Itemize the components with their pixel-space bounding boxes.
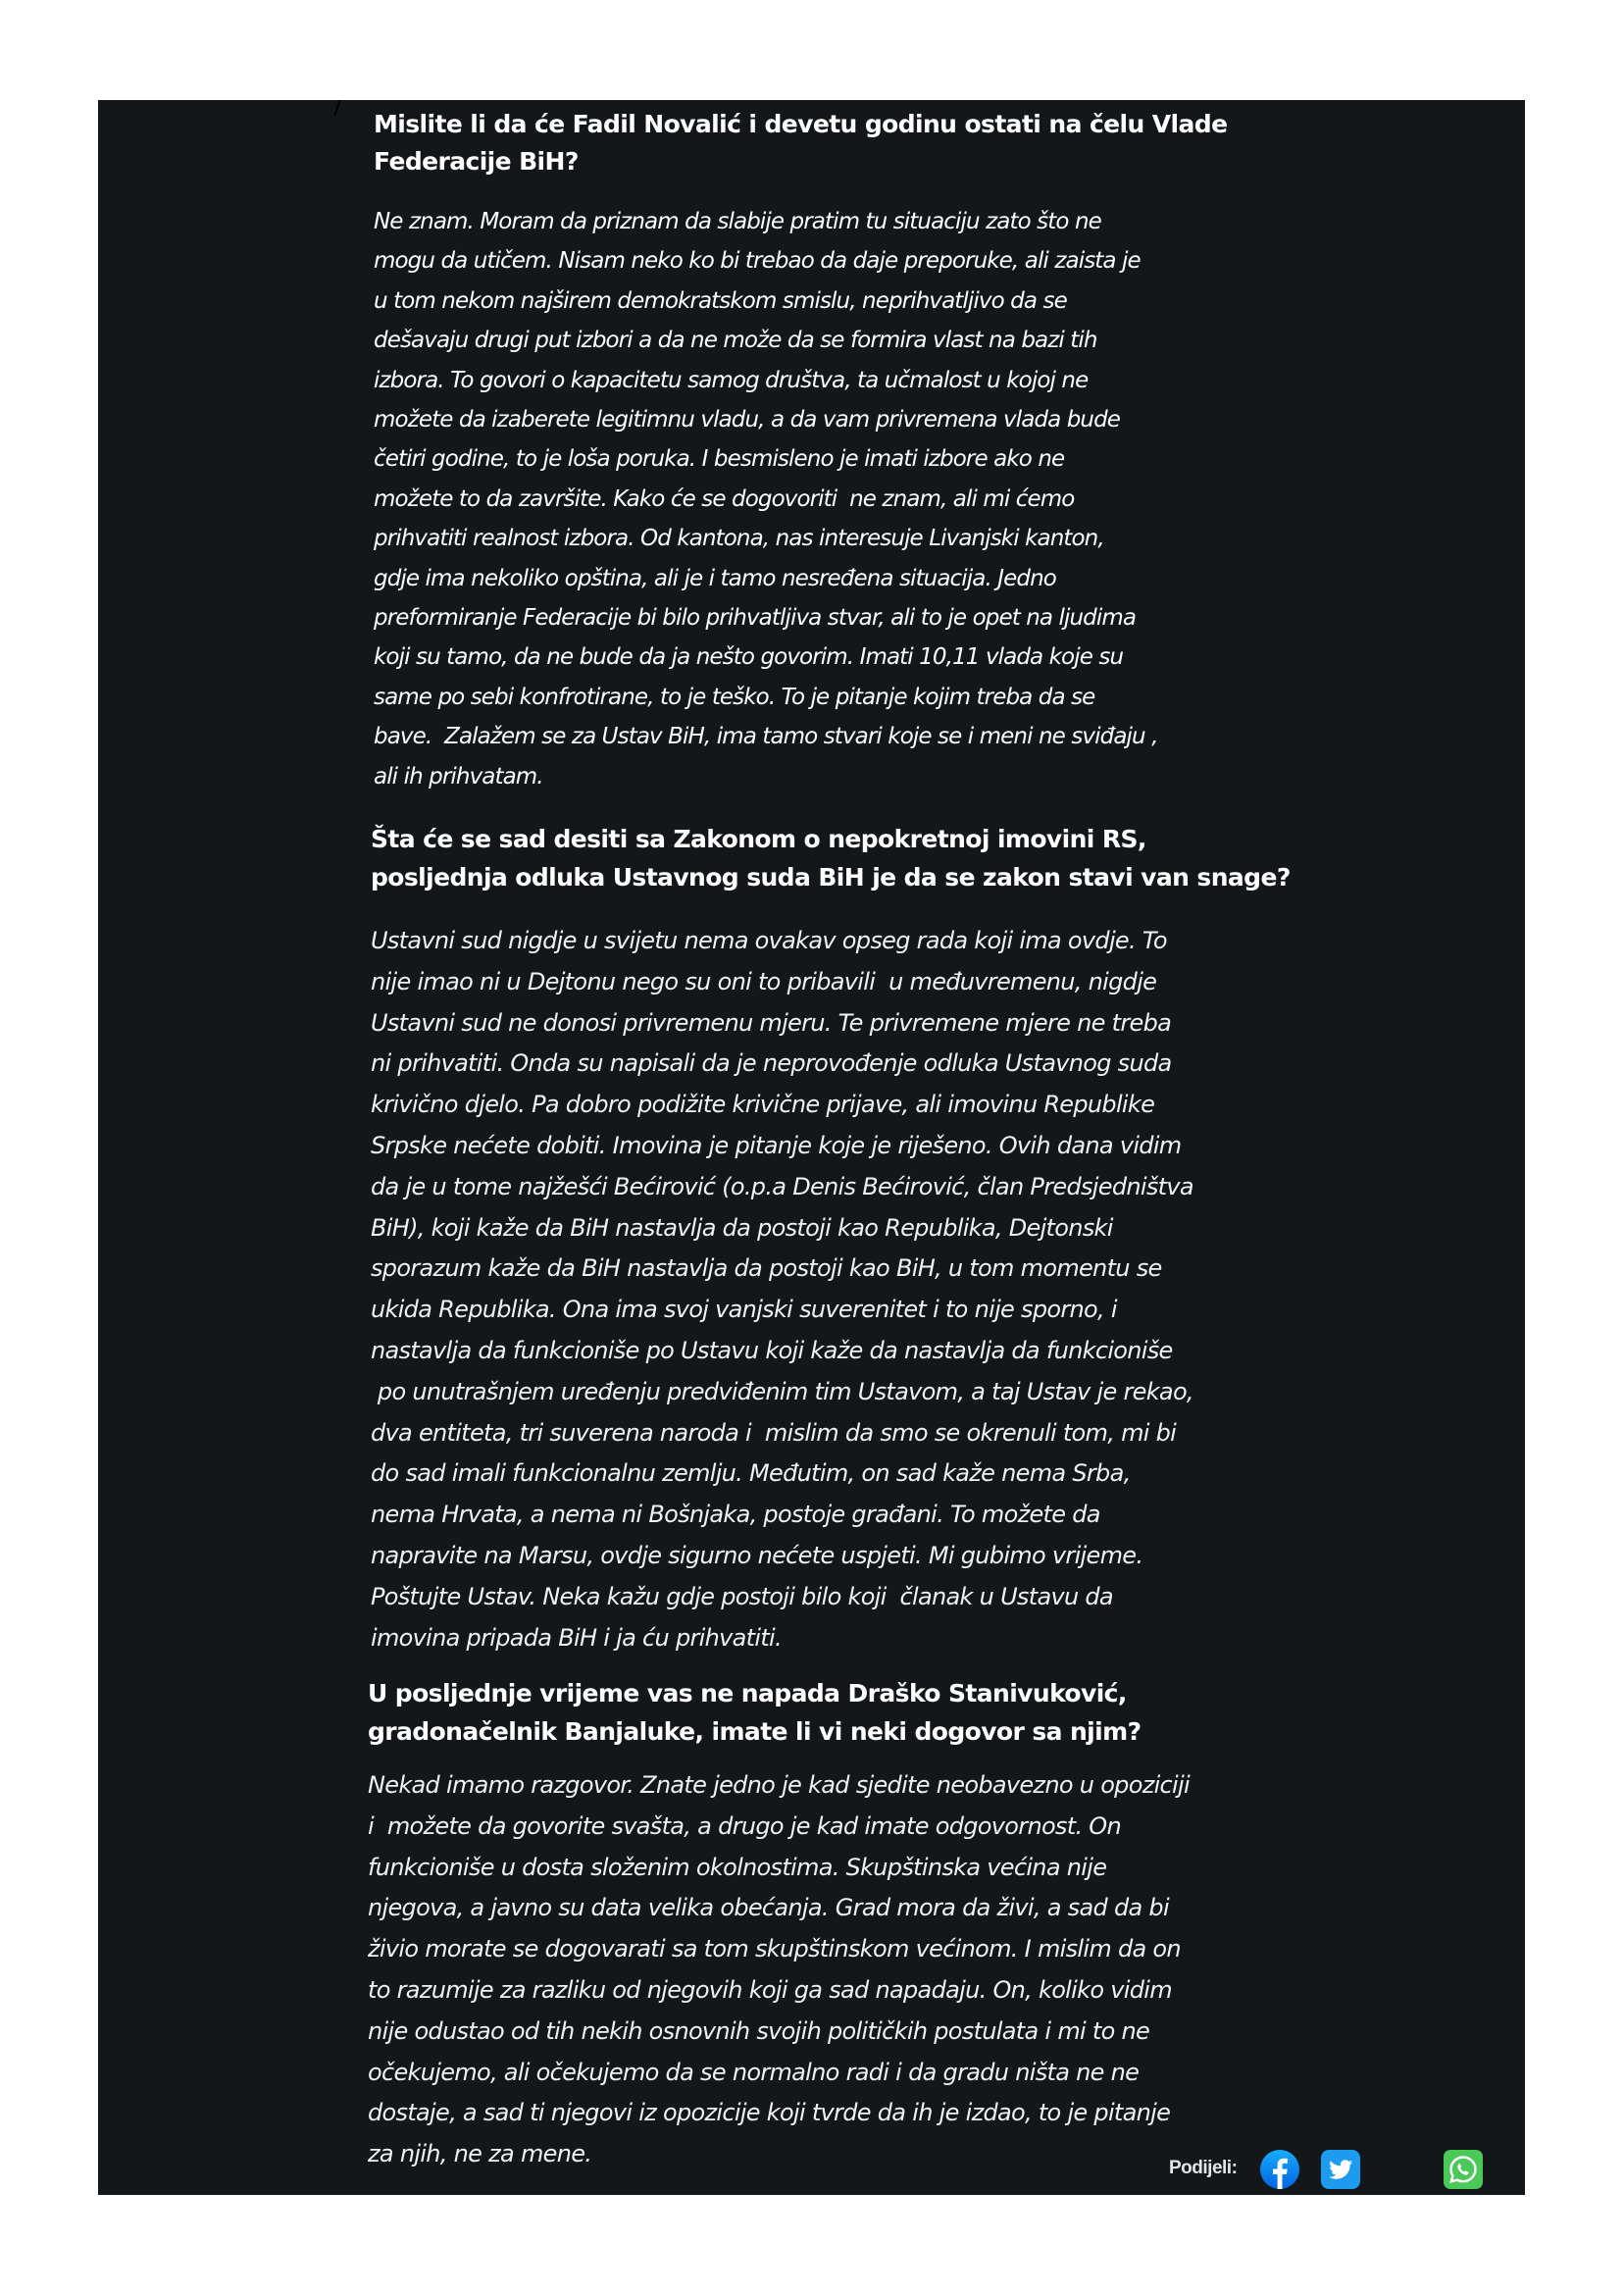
- twitter-share-button[interactable]: [1321, 2150, 1360, 2189]
- answer-text-line: četiri godine, to je loša poruka. I besmisleno je imati izbore ako ne: [374, 446, 1065, 472]
- answer-text-line: bave. Zalažem se za Ustav BiH, ima tamo stvari koje se i meni ne sviđaju ,: [374, 724, 1158, 749]
- twitter-icon: [1321, 2150, 1360, 2189]
- answer-text-line: krivično djelo. Pa dobro podižite krivične prijave, ali imovinu Republike: [371, 1091, 1155, 1118]
- answer-text-line: i možete da govorite svašta, a drugo je kad imate odgovornost. On: [368, 1812, 1122, 1840]
- question-heading-line: Šta će se sad desiti sa Zakonom o nepokretnoj imovini RS,: [371, 825, 1146, 853]
- question-heading-line: Mislite li da će Fadil Novalić i devetu godinu ostati na čelu Vlade: [374, 110, 1228, 138]
- share-label: Podijeli:: [1169, 2158, 1238, 2178]
- answer-text-line: možete to da završite. Kako će se dogovoriti ne znam, ali mi ćemo: [374, 486, 1075, 512]
- answer-text-line: izbora. To govori o kapacitetu samog društva, ta učmalost u kojoj ne: [374, 368, 1089, 393]
- question-heading-line: posljednja odluka Ustavnog suda BiH je da se zakon stavi van snage?: [371, 863, 1291, 892]
- answer-text-line: njegova, a javno su data velika obećanja. Grad mora da živi, a sad da bi: [368, 1894, 1169, 1921]
- answer-text-line: BiH), koji kaže da BiH nastavlja da postoji kao Republika, Dejtonski: [371, 1214, 1113, 1242]
- answer-text-line: preformiranje Federacije bi bilo prihvatljiva stvar, ali to je opet na ljudima: [374, 605, 1137, 631]
- answer-text-line: u tom nekom najširem demokratskom smislu, neprihvatljivo da se: [374, 288, 1067, 314]
- answer-text-line: da je u tome najžešći Bećirović (o.p.a Denis Bećirović, član Predsjedništva: [371, 1173, 1193, 1200]
- answer-text-line: Ustavni sud nigdje u svijetu nema ovakav opseg rada koji ima ovdje. To: [371, 927, 1167, 954]
- facebook-share-button[interactable]: [1260, 2150, 1299, 2189]
- question-heading-line: Federacije BiH?: [374, 147, 579, 176]
- answer-text-line: funkcioniše u dosta složenim okolnostima. Skupštinska većina nije: [368, 1854, 1107, 1881]
- answer-text-line: nastavlja da funkcioniše po Ustavu koji kaže da nastavlja da funkcioniše: [371, 1337, 1173, 1364]
- answer-text-line: Nekad imamo razgovor. Znate jedno je kad sjedite neobavezno u opoziciji: [368, 1771, 1190, 1799]
- answer-text-line: dostaje, a sad ti njegovi iz opozicije koji tvrde da ih je izdao, to je pitanje: [368, 2099, 1171, 2126]
- answer-text-line: imovina pripada BiH i ja ću prihvatiti.: [371, 1624, 782, 1652]
- answer-text-line: napravite na Marsu, ovdje sigurno nećete uspjeti. Mi gubimo vrijeme.: [371, 1542, 1143, 1569]
- answer-text-line: dva entiteta, tri suverena naroda i mislim da smo se okrenuli tom, mi bi: [371, 1419, 1177, 1447]
- answer-text-line: to razumije za razliku od njegovih koji ga sad napadaju. On, koliko vidim: [368, 1976, 1172, 2004]
- question-heading-line: gradonačelnik Banjaluke, imate li vi neki dogovor sa njim?: [368, 1717, 1142, 1746]
- question-heading-line: U posljednje vrijeme vas ne napada Draško Stanivuković,: [368, 1679, 1127, 1708]
- answer-text-line: nema Hrvata, a nema ni Bošnjaka, postoje građani. To možete da: [371, 1501, 1100, 1528]
- whatsapp-share-button[interactable]: [1444, 2150, 1483, 2189]
- answer-text-line: same po sebi konfrotirane, to je teško. To je pitanje kojim treba da se: [374, 685, 1095, 710]
- answer-text-line: ni prihvatiti. Onda su napisali da je neprovođenje odluka Ustavnog suda: [371, 1049, 1172, 1077]
- answer-text-line: nije odustao od tih nekih osnovnih svojih političkih postulata i mi to ne: [368, 2017, 1150, 2045]
- answer-text-line: dešavaju drugi put izbori a da ne može da se formira vlast na bazi tih: [374, 328, 1097, 353]
- whatsapp-icon: [1444, 2150, 1483, 2189]
- answer-text-line: gdje ima nekoliko opština, ali je i tamo nesređena situacija. Jedno: [374, 566, 1056, 591]
- answer-text-line: za njih, ne za mene.: [368, 2140, 592, 2167]
- answer-text-line: očekujemo, ali očekujemo da se normalno radi i da gradu ništa ne ne: [368, 2059, 1140, 2086]
- answer-text-line: Srpske nećete dobiti. Imovina je pitanje koje je riješeno. Ovih dana vidim: [371, 1132, 1182, 1159]
- answer-text-line: sporazum kaže da BiH nastavlja da postoji kao BiH, u tom momentu se: [371, 1254, 1162, 1282]
- answer-text-line: živio morate se dogovarati sa tom skupštinskom većinom. I mislim da on: [368, 1935, 1181, 1963]
- answer-text-line: Ne znam. Moram da priznam da slabije pratim tu situaciju zato što ne: [374, 209, 1101, 234]
- answer-text-line: Poštujte Ustav. Neka kažu gdje postoji bilo koji članak u Ustavu da: [371, 1583, 1113, 1610]
- answer-text-line: prihvatiti realnost izbora. Od kantona, nas interesuje Livanjski kanton,: [374, 526, 1104, 551]
- answer-text-line: ali ih prihvatam.: [374, 764, 543, 790]
- answer-text-line: možete da izaberete legitimnu vladu, a da vam privremena vlada bude: [374, 407, 1121, 433]
- answer-text-line: Ustavni sud ne donosi privremenu mjeru. Te privremene mjere ne treba: [371, 1009, 1172, 1037]
- answer-text-line: po unutrašnjem uređenju predviđenim tim Ustavom, a taj Ustav je rekao,: [371, 1378, 1193, 1405]
- answer-text-line: koji su tamo, da ne bude da ja nešto govorim. Imati 10,11 vlada koje su: [374, 644, 1124, 670]
- answer-text-line: nije imao ni u Dejtonu nego su oni to pribavili u međuvremenu, nigdje: [371, 968, 1157, 995]
- answer-text-line: ukida Republika. Ona ima svoj vanjski suverenitet i to nije sporno, i: [371, 1296, 1117, 1323]
- facebook-icon: [1260, 2150, 1299, 2189]
- answer-text-line: do sad imali funkcionalnu zemlju. Međutim, on sad kaže nema Srba,: [371, 1459, 1131, 1487]
- answer-text-line: mogu da utičem. Nisam neko ko bi trebao da daje preporuke, ali zaista je: [374, 248, 1141, 274]
